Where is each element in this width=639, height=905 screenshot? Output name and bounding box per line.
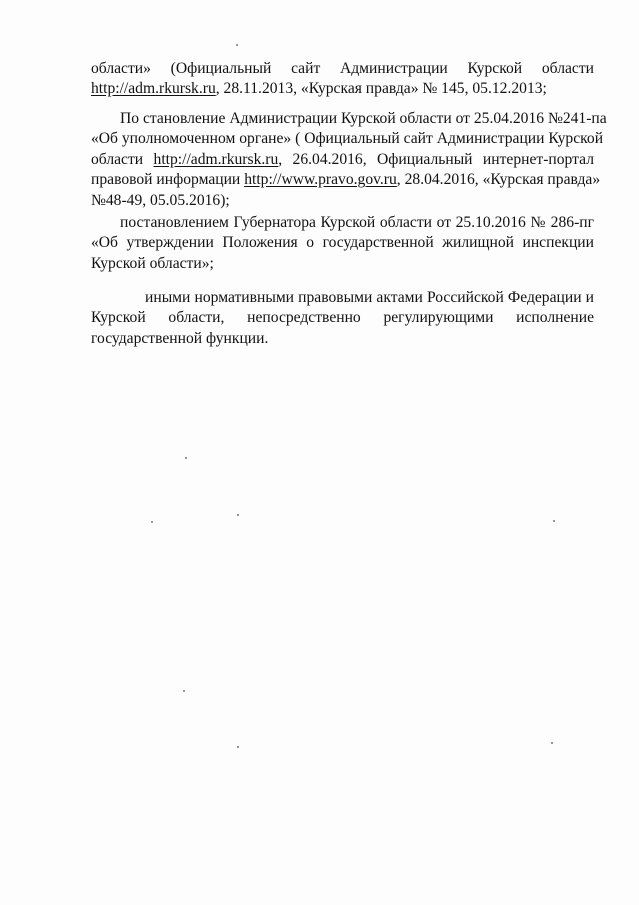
scan-speck — [553, 520, 555, 522]
scan-speck — [551, 742, 553, 744]
paragraph-line: Курской области»; — [91, 254, 214, 272]
scan-speck — [236, 44, 238, 46]
paragraph-text: , 28.04.2016, «Курская правда» — [396, 171, 601, 189]
paragraph-text: , 26.04.2016, Официальный интернет-портал — [278, 150, 594, 168]
paragraph-line: По становление Администрации Курской области от 25.04.2016 №241-па — [120, 110, 607, 127]
paragraph-line: Курской области, непосредственно регулирующими исполнение — [91, 309, 594, 327]
paragraph-2 — [91, 109, 607, 211]
paragraph-3 — [91, 213, 594, 274]
adm-rkursk-link[interactable]: http://adm.rkursk.ru — [91, 80, 216, 98]
scan-speck — [237, 746, 239, 748]
scan-speck — [185, 457, 187, 459]
scan-speck — [183, 690, 185, 692]
paragraph-text: , 28.11.2013, «Курская правда» № 145, 05.12.2013; — [215, 80, 547, 98]
paragraph-line — [91, 170, 601, 190]
paragraph-text: правовой информации — [91, 171, 245, 189]
paragraph-line: постановлением Губернатора Курской области от 25.10.2016 № 286-пг — [120, 214, 594, 231]
paragraph-1 — [91, 59, 594, 100]
adm-rkursk-link[interactable]: http://adm.rkursk.ru — [153, 150, 279, 168]
paragraph-line: государственной функции. — [91, 329, 269, 347]
paragraph-line: области» (Официальный сайт Администрации Курской области — [91, 60, 594, 77]
pravo-gov-link[interactable]: http://www.pravo.gov.ru — [244, 171, 397, 189]
paragraph-line — [91, 150, 594, 170]
paragraph-4 — [91, 288, 594, 349]
paragraph-line — [91, 79, 594, 99]
paragraph-line: «Об утверждении Положения о государственной жилищной инспекции — [91, 234, 594, 252]
paragraph-line: №48-49, 05.05.2016); — [91, 191, 230, 209]
paragraph-line: «Об уполномоченном органе» ( Официальный сайт Администрации Курской — [91, 130, 604, 148]
scan-speck — [237, 514, 239, 516]
paragraph-text: области — [91, 150, 154, 168]
scan-speck — [151, 521, 153, 523]
paragraph-line: иными нормативными правовыми актами Российской Федерации и — [145, 289, 594, 306]
